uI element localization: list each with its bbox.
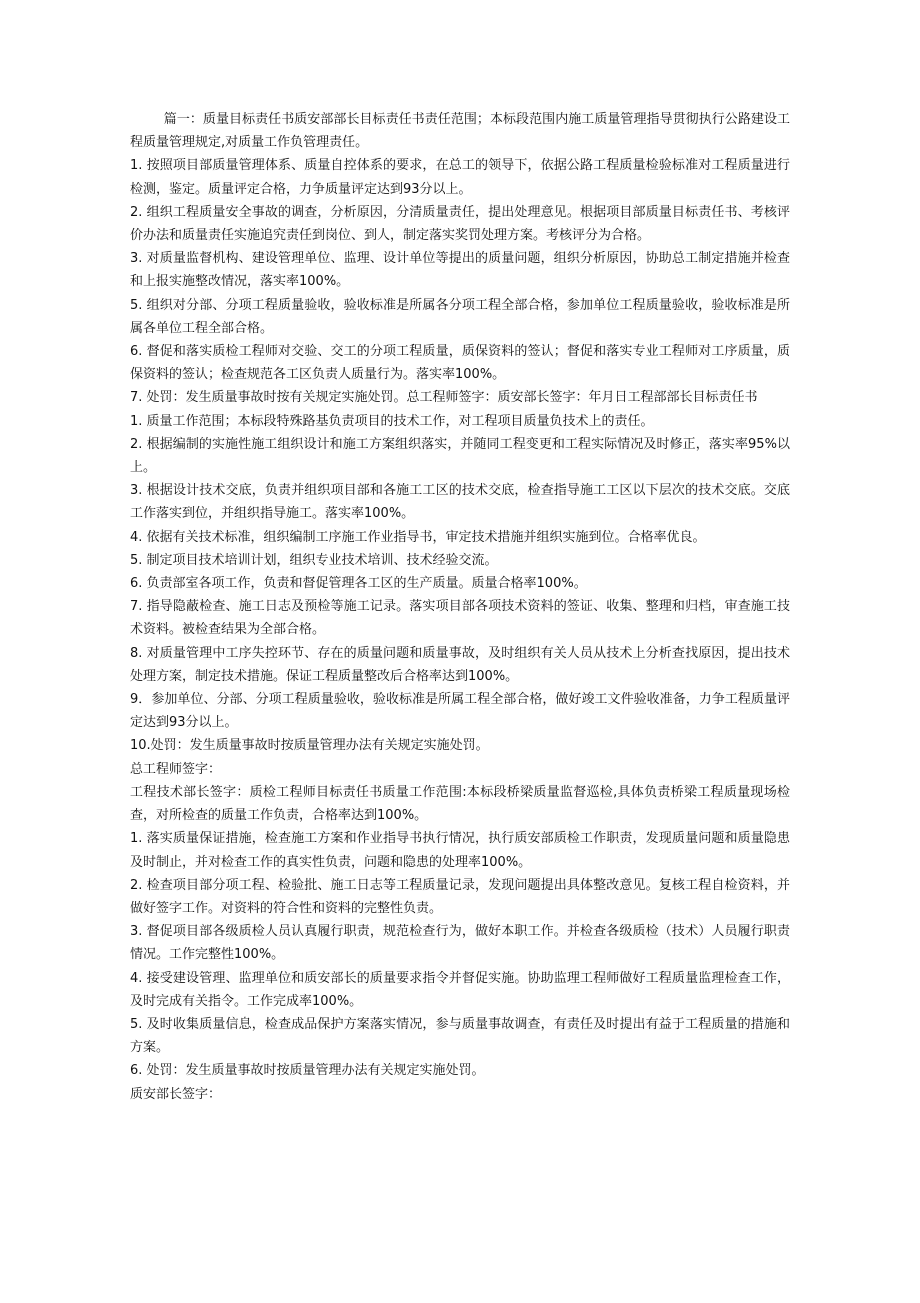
paragraph: 6. 负责部室各项工作，负责和督促管理各工区的生产质量。质量合格率100%。 bbox=[130, 576, 587, 592]
paragraph: 工程技术部长签字：质检工程师目标责任书质量工作范围:本标段桥梁质量监督巡检,具体负责桥梁工程质量现场检查，对所检查的质量工作负责，合格率达到100%。 bbox=[130, 784, 790, 824]
intro-paragraph: 篇一：质量目标责任书质安部部长目标责任书责任范围；本标段范围内施工质量管理指导贯彻执行公路建设工程质量管理规定,对质量工作负管理责任。 bbox=[130, 112, 790, 151]
paragraph: 1. 落实质量保证措施，检查施工方案和作业指导书执行情况，执行质安部质检工作职责，发现质量问题和质量隐患及时制止，并对检查工作的真实性负责，问题和隐患的处理率100%。 bbox=[130, 831, 790, 870]
document-body bbox=[130, 108, 790, 1106]
paragraph: 10.处罚：发生质量事故时按质量管理办法有关规定实施处罚。 bbox=[130, 738, 489, 754]
paragraph: 6. 督促和落实质检工程师对交验、交工的分项工程质量，质保资料的签认；督促和落实专业工程师对工序质量，质保资料的签认；检查规范各工区负责人质量行为。落实率100%。 bbox=[130, 344, 790, 383]
paragraph: 5. 制定项目技术培训计划，组织专业技术培训、技术经验交流。 bbox=[130, 552, 498, 568]
paragraph: 7. 处罚：发生质量事故时按有关规定实施处罚。总工程师签字：质安部长签字：年月日工程部部长目标责任书 bbox=[130, 390, 758, 406]
paragraph: 1. 按照项目部质量管理体系、质量自控体系的要求，在总工的领导下，依据公路工程质量检验标准对工程质量进行检测，鉴定。质量评定合格，力争质量评定达到93分以上。 bbox=[130, 158, 790, 197]
signature-line: 总工程师签字： bbox=[130, 761, 222, 777]
paragraph: 8. 对质量管理中工序失控环节、存在的质量问题和质量事故，及时组织有关人员从技术上分析查找原因，提出技术处理方案，制定技术措施。保证工程质量整改后合格率达到100%。 bbox=[130, 645, 790, 684]
signature-line: 质安部长签字： bbox=[130, 1086, 222, 1102]
paragraph: 4. 接受建设管理、监理单位和质安部长的质量要求指令并督促实施。协助监理工程师做好工程质量监理检查工作，及时完成有关指令。工作完成率100%。 bbox=[130, 970, 790, 1009]
paragraph: 5. 组织对分部、分项工程质量验收，验收标准是所属各分项工程全部合格，参加单位工程质量验收，验收标准是所属各单位工程全部合格。 bbox=[130, 297, 790, 336]
paragraph: 1. 质量工作范围；本标段特殊路基负责项目的技术工作，对工程项目质量负技术上的责任。 bbox=[130, 413, 654, 429]
paragraph: 7. 指导隐蔽检查、施工日志及预检等施工记录。落实项目部各项技术资料的签证、收集、整理和归档，审查施工技术资料。被检查结果为全部合格。 bbox=[130, 599, 790, 638]
paragraph: 2. 检查项目部分项工程、检验批、施工日志等工程质量记录，发现问题提出具体整改意见。复核工程自检资料，并做好签字工作。对资料的符合性和资料的完整性负责。 bbox=[130, 877, 790, 916]
paragraph: 3. 督促项目部各级质检人员认真履行职责，规范检查行为，做好本职工作。并检查各级质检（技术）人员履行职责情况。工作完整性100%。 bbox=[130, 924, 790, 963]
paragraph: 9．参加单位、分部、分项工程质量验收，验收标准是所属工程全部合格，做好竣工文件验收准备，力争工程质量评定达到93分以上。 bbox=[130, 692, 790, 731]
paragraph: 3. 根据设计技术交底，负责并组织项目部和各施工工区的技术交底，检查指导施工工区以下层次的技术交底。交底工作落实到位，并组织指导施工。落实率100%。 bbox=[130, 483, 790, 522]
paragraph: 2. 组织工程质量安全事故的调查，分析原因，分清质量责任，提出处理意见。根据项目部质量目标责任书、考核评价办法和质量责任实施追究责任到岗位、到人，制定落实奖罚处理方案。考核评分为合格。 bbox=[130, 204, 790, 244]
paragraph: 6. 处罚：发生质量事故时按质量管理办法有关规定实施处罚。 bbox=[130, 1063, 485, 1079]
paragraph: 2. 根据编制的实施性施工组织设计和施工方案组织落实，并随同工程变更和工程实际情况及时修正，落实率95%以上。 bbox=[130, 436, 790, 476]
paragraph: 3. 对质量监督机构、建设管理单位、监理、设计单位等提出的质量问题，组织分析原因，协助总工制定措施并检查和上报实施整改情况，落实率100%。 bbox=[130, 251, 790, 290]
paragraph: 4. 依据有关技术标准，组织编制工序施工作业指导书，审定技术措施并组织实施到位。合格率优良。 bbox=[130, 529, 706, 545]
paragraph: 5. 及时收集质量信息，检查成品保护方案落实情况，参与质量事故调查，有责任及时提出有益于工程质量的措施和方案。 bbox=[130, 1016, 790, 1056]
